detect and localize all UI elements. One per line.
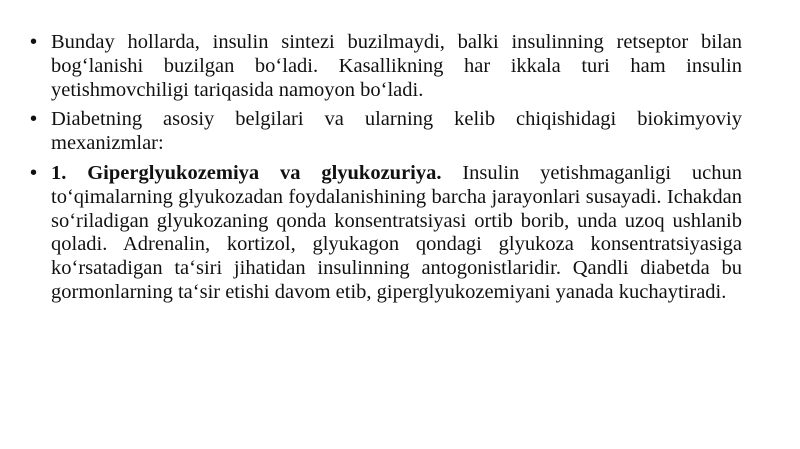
bullet-item-1 bbox=[30, 31, 742, 102]
bullet-item-3 bbox=[30, 162, 742, 305]
bullet-icon: • bbox=[30, 31, 38, 53]
bullet-bold-heading: 1. Giperglyukozemiya va glyukozuriya. bbox=[51, 161, 442, 184]
bullet-icon: • bbox=[30, 108, 38, 131]
bullet-text: Bunday hollarda, insulin sintezi buzilmaydi, balki insulinning retseptor bilan bog‘lanishi buzilgan bo‘ladi. Kasallikning har ikkala turi ham insulin yetishmovchiligi tariqasida namoyon bo‘ladi. bbox=[51, 31, 742, 101]
bullet-list bbox=[30, 31, 742, 311]
bullet-icon: • bbox=[30, 161, 38, 184]
bullet-item-2 bbox=[30, 108, 742, 156]
bullet-text: Insulin yetishmaganligi uchun to‘qimalarning glyukozadan foydalanishining barcha jarayonlari susayadi. Ichakdan so‘riladigan glyukozaning qonda konsentratsiyasi ortib borib, unda uzoq ushlanib qoladi. Adrenalin, kortizol, glyukagon qondagi glyukoza konsentratsiyasiga ko‘rsatadigan ta‘siri jihatidan insulinning antogonistlaridir. Qandli diabetda bu gormonlarning ta‘sir etishi davom etib, giperglyukozemiyani yanada kuchaytiradi. bbox=[51, 161, 742, 303]
bullet-text: Diabetning asosiy belgilari va ularning kelib chiqishidagi biokimyoviy mexanizmlar: bbox=[51, 108, 742, 155]
